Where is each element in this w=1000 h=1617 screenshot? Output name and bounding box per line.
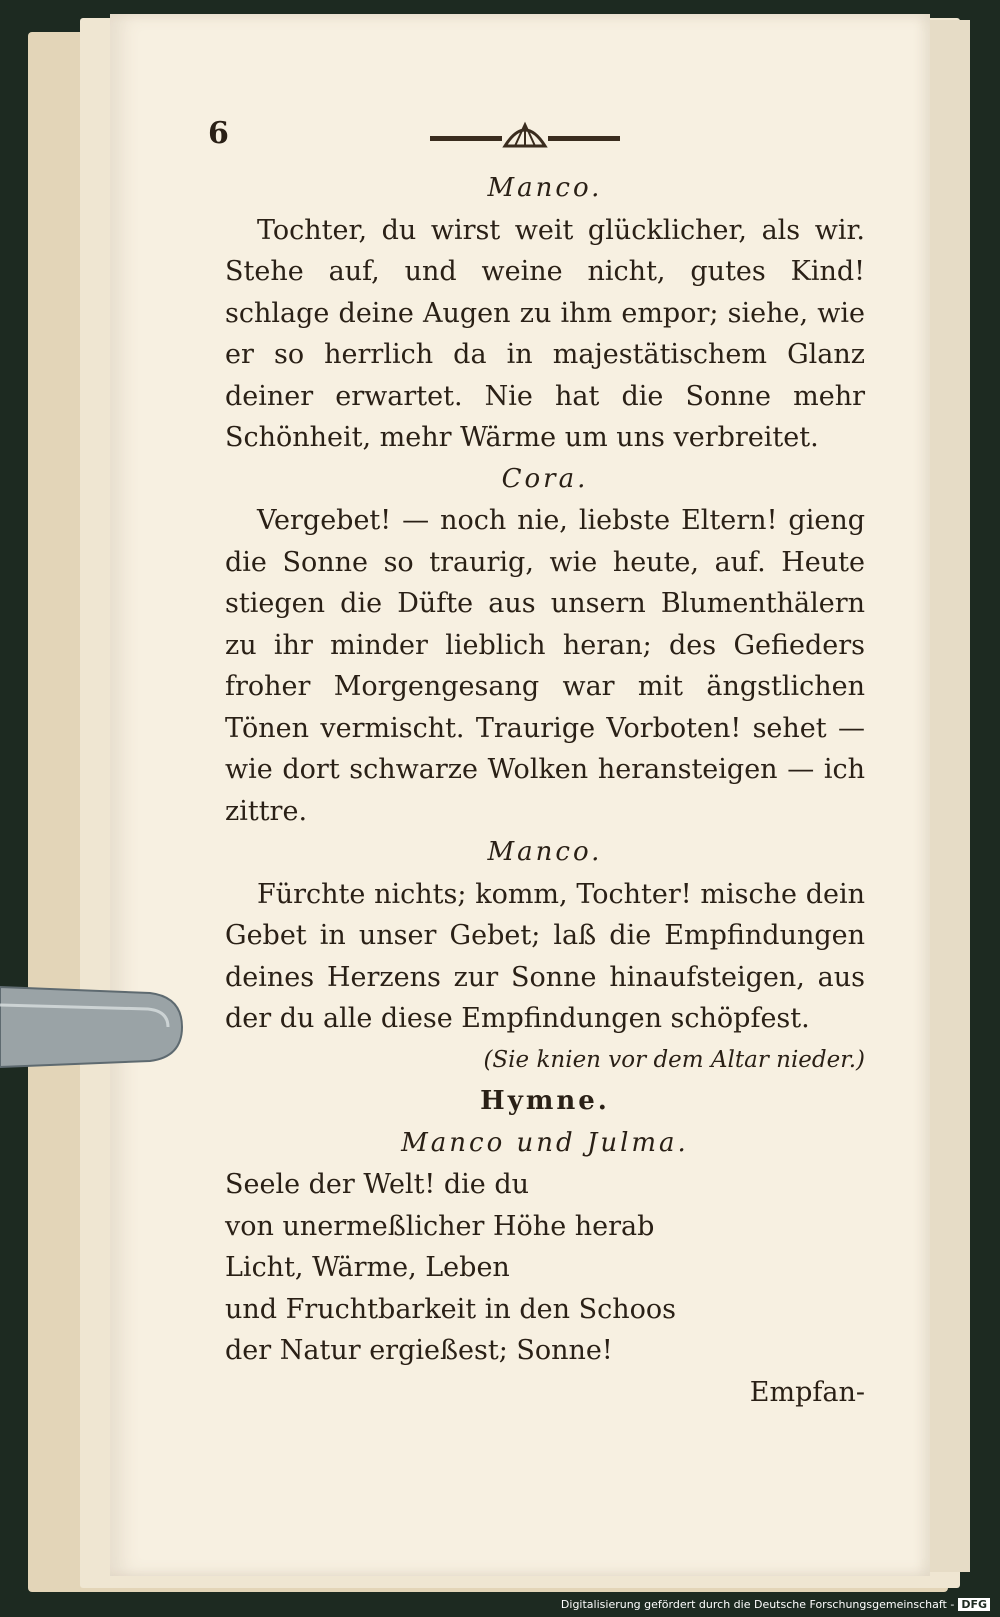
verse-line: von unermeßlicher Höhe herab xyxy=(225,1210,655,1242)
footer-text: Digitalisierung gefördert durch die Deutsche Forschungsgemeinschaft - xyxy=(560,1598,955,1611)
header-ornament-icon xyxy=(430,118,620,158)
section-title: Hymne. xyxy=(480,1086,610,1116)
page-right-edge xyxy=(930,20,970,1572)
dialogue-paragraph: Tochter, du wirst weit glücklicher, als wir. Stehe auf, und weine nicht, gutes Kind! schlage deine Augen zu ihm empor; siehe, wie er so herrlich da in majestätischem Glanz deiner erwartet. Nie hat die Sonne mehr Schönheit, mehr Wärme um uns verbreitet. xyxy=(225,214,865,453)
page-text xyxy=(225,168,865,1413)
verse-line: der Natur ergießest; Sonne! xyxy=(225,1335,613,1366)
speaker-label: Manco. xyxy=(487,837,603,867)
verse-line: Licht, Wärme, Leben xyxy=(225,1252,510,1283)
footer-credit xyxy=(561,1598,990,1611)
page-clip-icon xyxy=(0,983,185,1071)
verse-block xyxy=(225,1164,865,1372)
dialogue-paragraph: Fürchte nichts; komm, Tochter! mische dein Gebet in unser Gebet; laß die Empfindungen deines Herzens zur Sonne hinaufsteigen, aus der du alle diese Empfindungen schöpfest. xyxy=(225,878,865,1034)
stage-direction: (Sie knien vor dem Altar nieder.) xyxy=(483,1046,865,1073)
dialogue-paragraph: Vergebet! — noch nie, liebste Eltern! gieng die Sonne so traurig, wie heute, auf. Heute stiegen die Düfte aus unsern Blumenthälern zu ihr minder lieblich heran; des Gefieders froher Morgengesang war mit ängstlichen Tönen vermischt. Traurige Vorboten! sehet — wie dort schwarze Wolken heransteigen — ich zittre. xyxy=(225,505,865,827)
verse-line: Seele der Welt! die du xyxy=(225,1169,530,1200)
speaker-label: Cora. xyxy=(501,463,589,494)
speaker-label: Manco und Julma. xyxy=(401,1127,689,1158)
dfg-logo: DFG xyxy=(958,1598,990,1611)
speaker-label: Manco. xyxy=(487,173,603,203)
verse-line: und Fruchtbarkeit in den Schoos xyxy=(225,1293,676,1325)
catchword: Empfan- xyxy=(749,1376,865,1408)
page-number: 6 xyxy=(208,116,229,151)
